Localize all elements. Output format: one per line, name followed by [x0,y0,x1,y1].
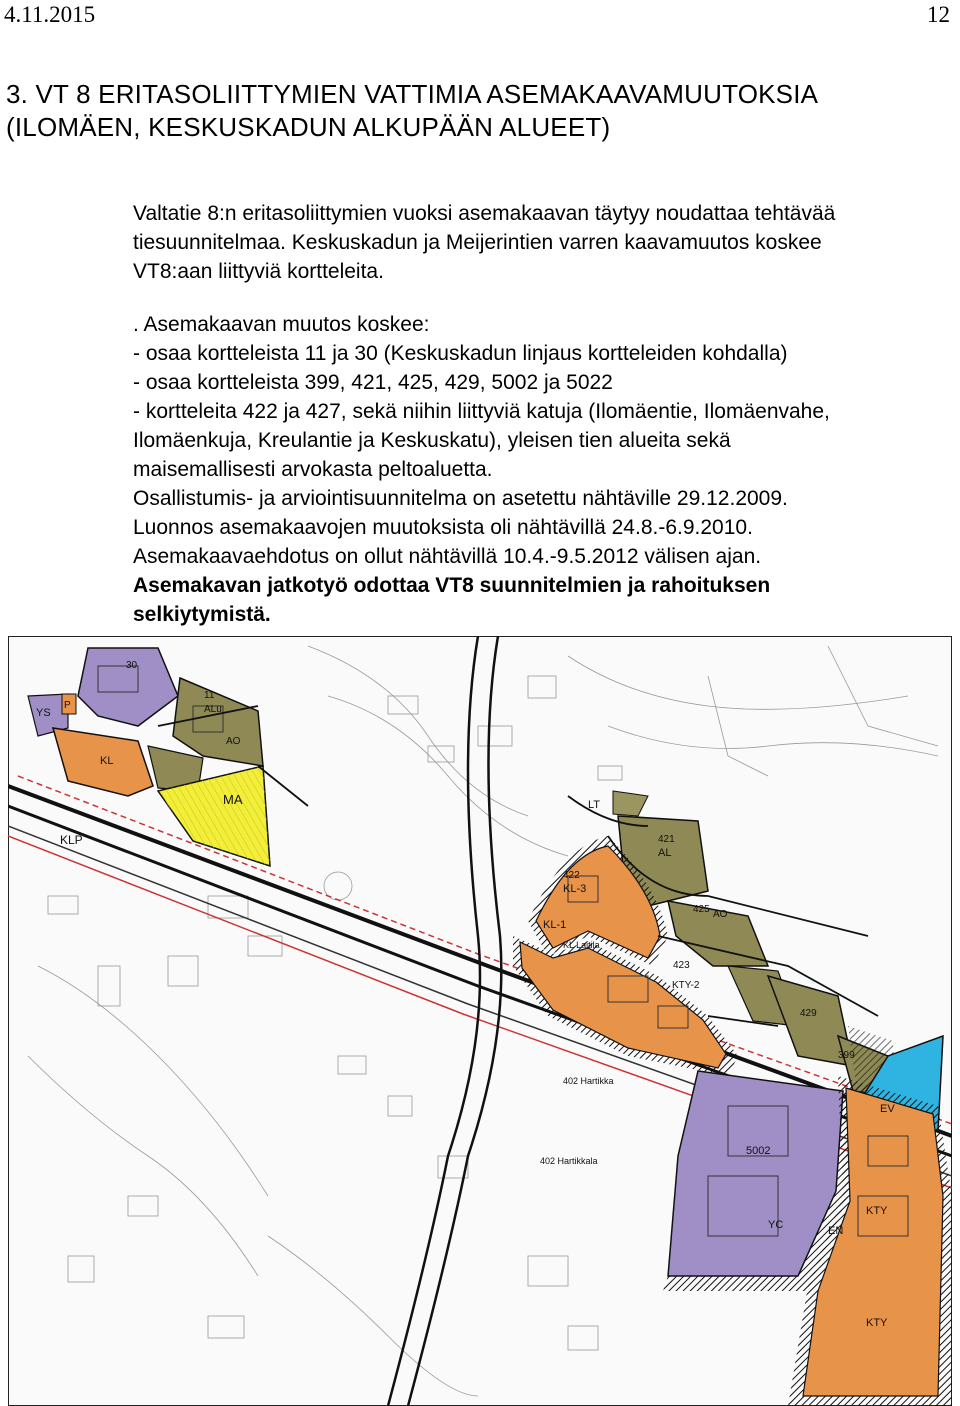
conclusion-line: Asemakavan jatkotyö odottaa VT8 suunnitelmien ja rahoituksen [133,574,771,597]
map-label-laitila: KL Laitila [563,940,600,950]
map-label-ma: MA [223,792,243,807]
map-label-kl: KL [100,755,114,767]
body-line: Ilomäenkuja, Kreulantie ja Keskuskatu), yleisen tien alueita sekä [133,429,731,452]
map-label-block11: 11 [204,690,215,701]
map-label-ao2: AO [713,909,728,920]
body-line: - osaa kortteleista 11 ja 30 (Keskuskadun linjaus kortteleiden kohdalla) [133,342,788,365]
map-label-yc: YC [768,1219,784,1231]
intro-line: Valtatie 8:n eritasoliittymien vuoksi asemakaavan täytyy noudattaa tehtävää [133,202,836,225]
map-label-kty2: KTY-2 [672,980,700,991]
intro-paragraph [133,199,933,286]
map-label-ev: EV [880,1103,895,1115]
section-title-line2: (ILOMÄEN, KESKUSKADUN ALKUPÄÄN ALUEET) [6,112,611,142]
map-label-ao: AO [226,736,241,747]
map-label-block30: 30 [126,660,138,671]
map-label-kl1: KL-1 [543,919,567,931]
intro-line: VT8:aan liittyviä kortteleita. [133,260,384,283]
map-label-block422: 422 [563,870,580,881]
body-line: Osallistumis- ja arviointisuunnitelma on asetettu nähtäville 29.12.2009. [133,487,788,510]
body-line: - kortteleita 422 ja 427, sekä niihin liittyviä katuja (Ilomäentie, Ilomäenvahe, [133,400,830,423]
change-description [133,310,943,629]
map-label-street-hartikka2: 402 Hartikkala [540,1156,598,1166]
conclusion-line: selkiytymistä. [133,603,271,626]
intro-line: tiesuunnitelmaa. Keskuskadun ja Meijerintien varren kaavamuutos koskee [133,231,822,254]
map-label-block425: 425 [693,904,710,915]
body-line: Luonnos asemakaavojen muutoksista oli nähtävillä 24.8.-6.9.2010. [133,516,753,539]
map-label-p: P [64,700,71,711]
section-title [6,78,946,144]
map-label-lt: LT [588,799,601,811]
map-label-block421: 421 [658,834,675,845]
map-label-klp: KLP [60,833,83,847]
body-line: maisemallisesti arvokasta peltoaluetta. [133,458,493,481]
page-number: 12 [927,2,950,27]
map-label-kl3: KL-3 [563,883,587,895]
map-label-block423: 423 [673,960,690,971]
map-label-alu: ALu [204,704,222,715]
map-label-street-hartikka: 402 Hartikka [563,1076,614,1086]
map-label-block429: 429 [800,1008,817,1019]
map-label-kty-b: KTY [866,1317,888,1329]
map-label-al: AL [658,847,672,859]
zoning-map [8,636,952,1406]
body-line: Asemakaavaehdotus on ollut nähtävillä 10.4.-9.5.2012 välisen ajan. [133,545,762,568]
map-label-block5002: 5002 [746,1145,771,1157]
map-label-en: EN [828,1225,844,1237]
section-title-line1: 3. VT 8 ERITASOLIITTYMIEN VATTIMIA ASEMAKAAVAMUUTOKSIA [6,79,819,109]
body-line: - osaa kortteleista 399, 421, 425, 429, 5002 ja 5022 [133,371,613,394]
map-label-kty: KTY [866,1205,888,1217]
map-label-ys: YS [36,707,51,719]
header-date: 4.11.2015 [4,2,96,27]
map-label-block399: 399 [838,1050,855,1061]
body-line: . Asemakaavan muutos koskee: [133,313,430,336]
